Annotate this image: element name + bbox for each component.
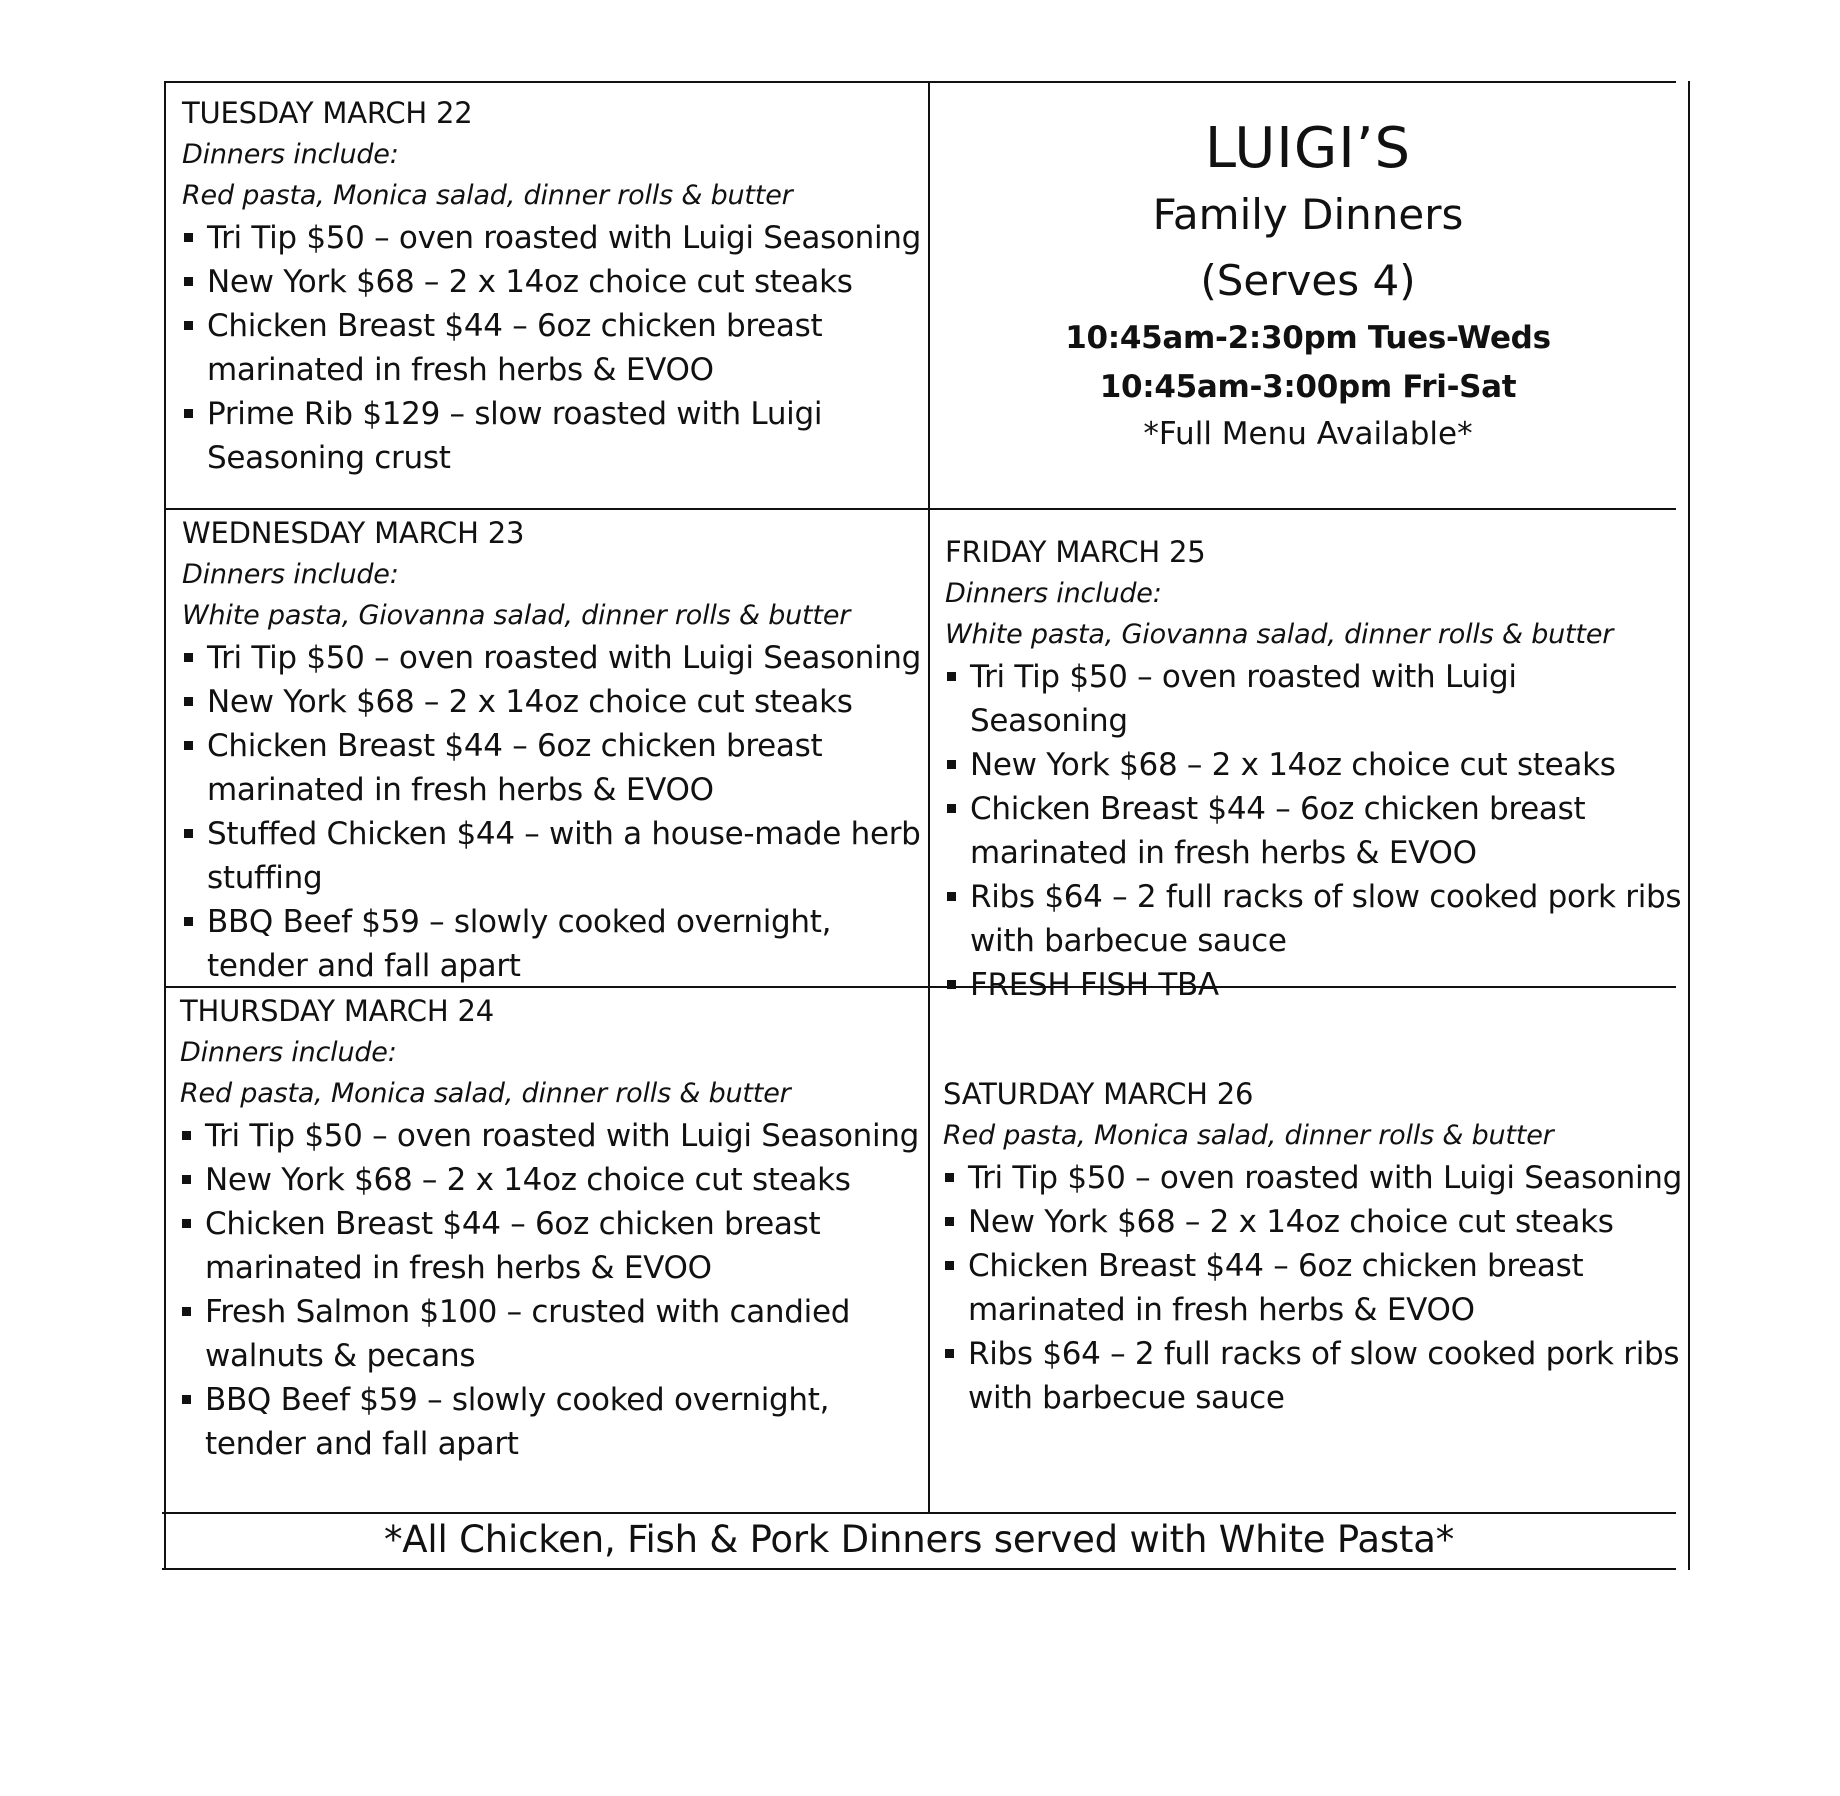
- dinners-include-label: Dinners include:: [182, 139, 399, 170]
- menu-item: New York $68 – 2 x 14oz choice cut steaks: [182, 680, 922, 724]
- sides-text: Red pasta, Monica salad, dinner rolls & butter: [943, 1120, 1554, 1151]
- brand-panel: [932, 116, 1684, 496]
- day-title: SATURDAY MARCH 26: [943, 1077, 1254, 1111]
- menu-item: BBQ Beef $59 – slowly cooked overnight, tender and fall apart: [182, 900, 922, 988]
- menu-item: Ribs $64 – 2 full racks of slow cooked pork ribs with barbecue sauce: [945, 875, 1683, 963]
- bullet-icon: [184, 233, 193, 242]
- menu-item: Tri Tip $50 – oven roasted with Luigi Seasoning: [180, 1114, 922, 1158]
- bullet-icon: [182, 1307, 191, 1316]
- menu-item: Chicken Breast $44 – 6oz chicken breast marinated in fresh herbs & EVOO: [182, 724, 922, 812]
- menu-item-list: [180, 1114, 922, 1466]
- day-title: THURSDAY MARCH 24: [180, 994, 494, 1028]
- grid-line-left: [164, 81, 166, 1570]
- bullet-icon: [945, 1261, 954, 1270]
- brand-serves: (Serves 4): [1200, 256, 1416, 305]
- bullet-icon: [184, 409, 193, 418]
- menu-item: New York $68 – 2 x 14oz choice cut steaks: [180, 1158, 922, 1202]
- bullet-icon: [184, 277, 193, 286]
- bullet-icon: [945, 1349, 954, 1358]
- bullet-icon: [184, 917, 193, 926]
- full-menu-note: *Full Menu Available*: [1143, 416, 1473, 452]
- sides-text: White pasta, Giovanna salad, dinner rolls & butter: [945, 619, 1614, 650]
- day-title: TUESDAY MARCH 22: [182, 96, 473, 130]
- sides-text: Red pasta, Monica salad, dinner rolls & butter: [180, 1078, 791, 1109]
- bullet-icon: [184, 697, 193, 706]
- bullet-icon: [182, 1175, 191, 1184]
- bullet-icon: [184, 653, 193, 662]
- menu-item: Chicken Breast $44 – 6oz chicken breast marinated in fresh herbs & EVOO: [943, 1244, 1683, 1332]
- day-title: WEDNESDAY MARCH 23: [182, 516, 525, 550]
- menu-item-list: [945, 655, 1683, 1007]
- grid-line-center: [928, 81, 930, 1514]
- menu-item: Prime Rib $129 – slow roasted with Luigi Seasoning crust: [182, 392, 922, 480]
- grid-line-row1: [164, 508, 1676, 510]
- day-card-saturday: [943, 1073, 1683, 1508]
- bullet-icon: [945, 1173, 954, 1182]
- grid-line-bottom: [162, 1568, 1676, 1570]
- menu-item: Tri Tip $50 – oven roasted with Luigi Seasoning: [182, 216, 922, 260]
- bullet-icon: [184, 829, 193, 838]
- hours-fri-sat: 10:45am-3:00pm Fri-Sat: [1099, 369, 1517, 405]
- menu-item-list: [182, 216, 922, 480]
- bullet-icon: [947, 892, 956, 901]
- bullet-icon: [945, 1217, 954, 1226]
- bullet-icon: [182, 1131, 191, 1140]
- menu-item: Tri Tip $50 – oven roasted with Luigi Seasoning: [943, 1156, 1683, 1200]
- menu-item: FRESH FISH TBA: [945, 963, 1683, 1007]
- day-card-wednesday: [182, 512, 922, 982]
- sides-text: Red pasta, Monica salad, dinner rolls & butter: [182, 180, 793, 211]
- day-card-friday: [945, 531, 1683, 1003]
- menu-item: Tri Tip $50 – oven roasted with Luigi Seasoning: [182, 636, 922, 680]
- hours-tues-weds: 10:45am-2:30pm Tues-Weds: [1065, 320, 1551, 356]
- menu-item: New York $68 – 2 x 14oz choice cut steaks: [945, 743, 1683, 787]
- bullet-icon: [184, 321, 193, 330]
- footer-note: *All Chicken, Fish & Pork Dinners served with White Pasta*: [383, 1518, 1455, 1561]
- sides-text: White pasta, Giovanna salad, dinner rolls & butter: [182, 600, 851, 631]
- dinners-include-label: Dinners include:: [945, 578, 1162, 609]
- menu-item-list: [943, 1156, 1683, 1420]
- bullet-icon: [184, 741, 193, 750]
- menu-item: Stuffed Chicken $44 – with a house-made herb stuffing: [182, 812, 922, 900]
- menu-item: Chicken Breast $44 – 6oz chicken breast marinated in fresh herbs & EVOO: [182, 304, 922, 392]
- menu-item: Ribs $64 – 2 full racks of slow cooked pork ribs with barbecue sauce: [943, 1332, 1683, 1420]
- menu-item: Fresh Salmon $100 – crusted with candied walnuts & pecans: [180, 1290, 922, 1378]
- brand-subtitle: Family Dinners: [1152, 190, 1464, 239]
- dinners-include-label: Dinners include:: [182, 559, 399, 590]
- menu-item: Tri Tip $50 – oven roasted with Luigi Seasoning: [945, 655, 1683, 743]
- menu-item-list: [182, 636, 922, 988]
- menu-item: Chicken Breast $44 – 6oz chicken breast marinated in fresh herbs & EVOO: [945, 787, 1683, 875]
- grid-line-top: [164, 81, 1676, 83]
- day-card-thursday: [180, 990, 922, 1508]
- bullet-icon: [182, 1395, 191, 1404]
- bullet-icon: [947, 760, 956, 769]
- bullet-icon: [947, 980, 956, 989]
- day-card-tuesday: [182, 92, 922, 504]
- bullet-icon: [182, 1219, 191, 1228]
- grid-line-right: [1688, 81, 1690, 1570]
- dinners-include-label: Dinners include:: [180, 1037, 397, 1068]
- brand-name: LUIGI’S: [1204, 116, 1412, 181]
- menu-item: New York $68 – 2 x 14oz choice cut steaks: [182, 260, 922, 304]
- menu-item: Chicken Breast $44 – 6oz chicken breast marinated in fresh herbs & EVOO: [180, 1202, 922, 1290]
- bullet-icon: [947, 672, 956, 681]
- menu-item: BBQ Beef $59 – slowly cooked overnight, tender and fall apart: [180, 1378, 922, 1466]
- bullet-icon: [947, 804, 956, 813]
- day-title: FRIDAY MARCH 25: [945, 535, 1206, 569]
- menu-item: New York $68 – 2 x 14oz choice cut steaks: [943, 1200, 1683, 1244]
